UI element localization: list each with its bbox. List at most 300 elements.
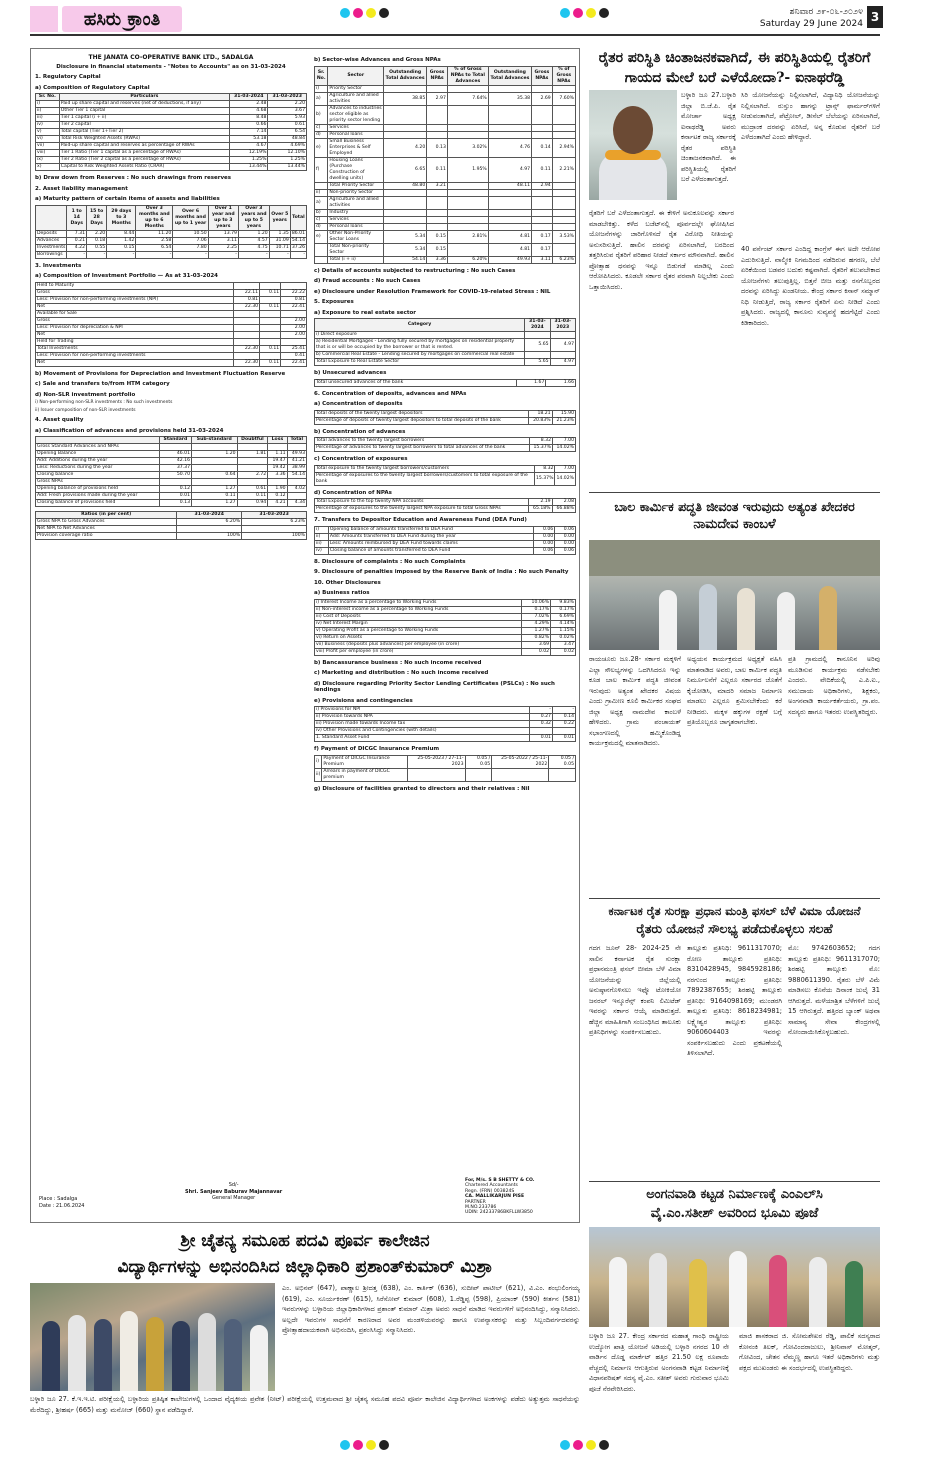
table-cell xyxy=(552,85,575,92)
table-cell: - xyxy=(529,707,552,714)
table-cell: Net NPA to Net Advances xyxy=(36,526,177,533)
table-cell: 2.20 xyxy=(268,101,307,108)
headline: ಕರ್ನಾಟಕ ರೈತ ಸುರಕ್ಷಾ ಪ್ರಧಾನ ಮಂತ್ರಿ ಫಸಲ್ ಬೆಳೆ ವಿಮಾ ಯೋಜನೆ xyxy=(608,904,861,918)
table-cell: 1.25% xyxy=(268,157,307,164)
table-row xyxy=(315,85,576,92)
table-cell: 48.80 xyxy=(384,182,427,189)
table-cell: 37.37 xyxy=(159,465,191,472)
table-cell: Opening Balance xyxy=(36,451,160,458)
headline: ಗಾಯದ ಮೇಲೆ ಬರೆ ಎಳೆಯೋದಾ?- ಐನಾಥರೆಡ್ಡಿ xyxy=(624,70,845,86)
table-cell: 1.27 xyxy=(192,486,238,493)
table-cell xyxy=(529,728,552,735)
auditor-line: Regn. (FRN) 003824S xyxy=(465,1188,515,1194)
table-cell: 3.53% xyxy=(552,230,575,243)
table-row xyxy=(315,472,576,485)
section-heading: a) Classification of advances and provisions held 31-03-2024 xyxy=(35,427,224,434)
table-cell: Total capital (Tier 1+Tier 2) xyxy=(59,129,229,136)
section-heading: b) Movement of Provisions for Depreciation and Investment Fluctuation Reserve xyxy=(35,370,286,377)
real-estate-table xyxy=(314,318,576,366)
table-cell: i) xyxy=(315,85,328,92)
table-cell: 0.22 xyxy=(552,721,575,728)
table-cell: 0.15 xyxy=(107,244,136,251)
table-cell: 49.93 xyxy=(287,451,306,458)
table-cell xyxy=(552,223,575,230)
magenta-dot xyxy=(573,1440,583,1450)
table-row xyxy=(315,196,576,209)
table-header-cell: 31-03-2024 xyxy=(525,319,550,332)
table-cell: 0.01 xyxy=(529,735,552,742)
story-body: ಗದಗ ಜೂನ್ 28- 2024-25 ನೇ ಸಾಲಿನ ಕರ್ನಾಟಕ ರೈತ ಸುರಕ್ಷಾ ಪ್ರಧಾನಮಂತ್ರಿ ಫಸಲ್ ಬೀಮಾ ಬೆಳೆ ವಿಮಾ ಯೋಜನೆಯನ್ನು ಜಿಲ್ಲೆಯಲ್ಲಿ ಅನುಷ್ಠಾನಗೊಳಿಸಲು ಇಫ್ಕೊ ಟೋಕಿಯೋ ಜನರಲ್ ಇನ್ಶೂರೆನ್ಸ್ ಕಂಪನಿ ಲಿಮಿಟೆಡ್ ಇವರನ್ನು ಸರ್ಕಾರ ಆಯ್ಕೆ ಮಾಡಿರುತ್ತದೆ. ಹೆಚ್ಚಿನ ಮಾಹಿತಿಗಾಗಿ ಸಂಬಂಧಿಸಿದ ತಾಲೂಕು ಪ್ರತಿನಿಧಿಗಳನ್ನು ಸಂಪರ್ಕಿಸಬಹುದು. xyxy=(589,944,681,1036)
table-cell: - xyxy=(136,251,173,258)
table-row xyxy=(36,500,307,507)
table-row xyxy=(315,189,576,196)
table-cell: 100% xyxy=(242,533,307,540)
table-cell: 0.01 xyxy=(552,735,575,742)
table-row xyxy=(315,499,576,506)
table-cell: 13.79 xyxy=(208,230,238,237)
table-header-cell: 31-03-2024 xyxy=(177,512,242,519)
table-cell xyxy=(260,310,281,317)
table-header-cell: Over 3 months and up to 6 Months xyxy=(136,205,173,230)
table-row xyxy=(36,444,307,451)
table-header-cell: % of Gross NPAs xyxy=(552,66,575,85)
story-body: ಬಳ್ಳಾರಿ ಜೂ 27.ಬಳ್ಳಾರಿ ಜಿಲ್ಲಾ ಬಿ.ಜೆ.ಪಿ. ರೈತ ಮೋರ್ಚಾ ಅಧ್ಯಕ್ಷ ಐನಾಥರೆಡ್ಡಿ ಅವರು ಕರ್ನಾಟಕ ರಾಜ್ಯ ಸರ್ಕಾರಕ್ಕೆ ರೈತರ ಪರಿಸ್ಥಿತಿ ಚಿಂತಾಜನಕವಾಗಿದೆ. ಈ ಪರಿಸ್ಥಿತಿಯಲ್ಲಿ ರೈತರಿಗೆ ಬರೆ ಎಳೆದಂತಾಗುತ್ತದೆ. xyxy=(681,91,736,183)
table-cell xyxy=(552,131,575,138)
table-cell xyxy=(260,282,281,289)
table-cell: 31.09 xyxy=(269,237,290,244)
maturity-table xyxy=(35,205,307,259)
table-cell: 49.93 xyxy=(488,256,531,263)
table-cell: Tier 2 capital xyxy=(59,122,229,129)
table-cell xyxy=(237,479,268,486)
table-row xyxy=(315,223,576,230)
table-cell: 1.95% xyxy=(447,157,488,182)
bank-name: THE JANATA CO-OPERATIVE BANK LTD., SADALGA xyxy=(88,54,254,61)
table-cell: 38.99 xyxy=(287,465,306,472)
table-cell xyxy=(427,124,448,131)
table-row xyxy=(315,648,576,655)
table-row xyxy=(36,157,307,164)
table-row xyxy=(315,506,576,513)
table-cell: 0.12 xyxy=(159,486,191,493)
table-cell xyxy=(550,352,575,359)
registration-marks-bottom-left xyxy=(340,1440,389,1450)
table-row xyxy=(315,707,576,714)
signatures xyxy=(35,1178,575,1218)
table-cell: 0.00 xyxy=(555,533,576,540)
table-row xyxy=(36,237,307,244)
table-header-row xyxy=(36,512,307,519)
table-cell xyxy=(427,196,448,209)
auditor-line: Chartered Accountants xyxy=(465,1183,518,1189)
table-cell: 3.11 xyxy=(532,256,553,263)
table-cell: i) Interest Income as a percentage to Working Funds xyxy=(315,599,522,606)
table-cell: Opening balance of amounts transferred to DEA Fund xyxy=(328,526,534,533)
table-header-cell: Outstanding Total Advances xyxy=(384,66,427,85)
table-cell: Net xyxy=(36,359,234,366)
table-header-cell: Gross NPAs xyxy=(427,66,448,85)
table-cell: 20.83% xyxy=(529,417,552,424)
table-cell: 1.20 xyxy=(192,451,238,458)
person-figure xyxy=(845,1261,863,1327)
table-row xyxy=(315,209,576,216)
table-row xyxy=(36,352,307,359)
section-heading: b) Draw down from Reserves : No such drawings from reserves xyxy=(35,175,232,181)
table-row xyxy=(315,438,576,445)
advance-concentration-table xyxy=(314,437,576,452)
table-cell: 22.11 xyxy=(234,289,260,296)
section-heading: b) Unsecured advances xyxy=(314,370,387,376)
table-cell xyxy=(234,282,260,289)
table-cell: 4.81 xyxy=(488,243,531,256)
table-cell xyxy=(465,768,492,781)
table-cell: v) Operating Profit as a percentage to Working Funds xyxy=(315,627,522,634)
table-row xyxy=(315,92,576,105)
table-cell: 0.06 xyxy=(534,547,555,554)
table-cell: 1.20 xyxy=(238,230,269,237)
masthead-accent xyxy=(30,6,58,32)
person-figure xyxy=(68,1315,86,1391)
table-header-cell: Over 6 months and up to 1 year xyxy=(173,205,208,230)
cyan-dot xyxy=(340,1440,350,1450)
table-cell: x) xyxy=(36,164,60,171)
table-cell: 3.47 xyxy=(551,641,576,648)
table-cell: Advances to industries sector eligible as priority sector lending xyxy=(329,105,382,123)
table-cell: 0.06 xyxy=(534,526,555,533)
manager-name: Shri. Sanjeev Baburav Majannavar xyxy=(185,1188,283,1195)
table-header-cell: 31-03-2023 xyxy=(242,512,307,519)
table-header-cell: Sr. No. xyxy=(36,94,60,101)
table-cell: 25.41 xyxy=(281,345,307,352)
table-cell: 3.67 xyxy=(268,108,307,115)
table-cell: 2.21% xyxy=(552,157,575,182)
table-row xyxy=(315,641,576,648)
table-cell: 4.29% xyxy=(522,620,551,627)
table-cell: Less: Provision for non-performing investments (NPI) xyxy=(36,296,234,303)
section-heading: d) Fraud accounts : No such Cases xyxy=(314,278,421,284)
table-cell: 1.35 xyxy=(269,230,290,237)
table-header-cell: Particulars xyxy=(59,94,229,101)
story-body: ಬಳ್ಳಾರಿ ಜೂ 27. ಕೇಂದ್ರ ಸರ್ಕಾರದ ಮಹಾತ್ಮ ಗಾಂಧಿ ರಾಷ್ಟ್ರೀಯ ಉದ್ಯೋಗ ಖಾತ್ರಿ ಯೋಜನೆ ಅಡಿಯಲ್ಲಿ ಬಳ್ಳಾರಿ ನಗರದ 10 ನೇ ವಾರ್ಡಿನ ದೊಡ್ಡ ಮಾರ್ಕೆಟ್ ಹತ್ತಿರ 21.50 ಲಕ್ಷ ರೂಪಾಯಿ ವೆಚ್ಚದಲ್ಲಿ ನಿರ್ಮಾಣ ಆಗುತ್ತಿರುವ ಅಂಗನವಾಡಿ ಕಟ್ಟಡ ನಿರ್ಮಾಣಕ್ಕೆ ವಿಧಾನಪರಿಷತ್ ಸದಸ್ಯ ವೈ.ಎಂ. ಸತೀಶ್ ಅವರು ಗುರುವಾರ ಭೂಮಿ ಪೂಜೆ ನೆರವೇರಿಸಿದರು. xyxy=(589,1332,729,1393)
table-cell: 5.65 xyxy=(525,339,550,352)
masthead-rule xyxy=(30,34,880,36)
table-cell: ii) xyxy=(36,108,60,115)
table-cell: 14.02% xyxy=(553,445,576,452)
table-header-cell: 15 to 28 Days xyxy=(87,205,107,230)
table-cell: 0.13 xyxy=(159,500,191,507)
table-cell: 1.90 xyxy=(268,486,287,493)
date: Date : 21.06.2024 xyxy=(39,1202,85,1209)
table-cell: Payment of DICGC Insurance Premium xyxy=(322,755,408,768)
table-header-cell: % of Gross NPAs to Total Advances xyxy=(447,66,488,85)
table-cell: 4.22 xyxy=(67,244,87,251)
auditor-line: M.NO.233786 xyxy=(465,1205,497,1211)
table-cell xyxy=(427,223,448,230)
table-cell: Total deposits of the twenty largest depositors xyxy=(315,410,529,417)
table-cell: iv) xyxy=(315,547,329,554)
table-header-cell: Sub-standard xyxy=(192,437,238,444)
table-cell: 66.88% xyxy=(552,506,575,513)
place: Place : Sadalga xyxy=(39,1196,78,1202)
table-row xyxy=(315,526,576,533)
table-cell: 0.13 xyxy=(427,138,448,157)
table-cell: 5.34 xyxy=(384,243,427,256)
table-cell: e) xyxy=(315,230,328,243)
table-cell: 54.14 xyxy=(287,472,306,479)
table-cell xyxy=(552,189,575,196)
table-cell: Services xyxy=(328,216,384,223)
story-child-labour xyxy=(589,498,880,893)
table-cell: Total Exposure to the top twenty NPA accounts xyxy=(315,499,529,506)
disclosure-right-column xyxy=(314,53,576,1218)
table-cell: 4.21 xyxy=(268,500,287,507)
table-cell: 8.48 xyxy=(229,115,268,122)
table-cell: 0.11 xyxy=(260,359,281,366)
page-number: 3 xyxy=(867,6,883,28)
yellow-dot xyxy=(586,1440,596,1450)
section-heading: a) Concentration of deposits xyxy=(314,401,403,407)
table-cell: 1.81 xyxy=(237,451,268,458)
table-row xyxy=(36,338,307,345)
disclosure-left-column xyxy=(35,53,307,1218)
person-figure xyxy=(777,592,795,650)
table-cell: c) xyxy=(315,124,328,131)
table-cell: 3.36 xyxy=(268,472,287,479)
table-cell: 0.17 xyxy=(532,230,553,243)
table-row xyxy=(36,296,307,303)
capital-table xyxy=(35,93,307,171)
table-cell xyxy=(287,493,306,500)
table-row xyxy=(36,345,307,352)
table-cell: - xyxy=(87,251,107,258)
table-cell xyxy=(447,124,488,131)
person-figure xyxy=(120,1311,138,1391)
registration-marks-left xyxy=(340,8,389,18)
table-cell: 0.06 xyxy=(555,526,576,533)
table-cell: ix) xyxy=(36,157,60,164)
manager-signature xyxy=(185,1182,282,1202)
table-cell: 4.97 xyxy=(550,339,575,352)
table-cell: Personal loans xyxy=(328,223,384,230)
table-cell xyxy=(384,85,427,92)
table-cell: 10.71 xyxy=(269,244,290,251)
npa-ratios-table xyxy=(35,511,307,540)
table-cell: 0.82% xyxy=(522,634,551,641)
table-row xyxy=(36,317,307,324)
table-cell: 2.94% xyxy=(552,138,575,157)
person-figure xyxy=(699,584,717,650)
table-cell xyxy=(234,310,260,317)
table-cell xyxy=(447,216,488,223)
table-cell: Borrowings xyxy=(36,251,67,258)
table-row xyxy=(36,244,307,251)
section-heading: g) Disclosure of facilities granted to directors and their relatives : Nil xyxy=(314,785,530,792)
table-cell: 0.05 / 0.05 xyxy=(465,755,492,768)
person-figure xyxy=(729,1251,747,1327)
table-cell: 7.00 xyxy=(553,438,576,445)
table-cell: Total unsecured advances of the bank xyxy=(315,379,517,386)
section-heading: a) Maturity pattern of certain items of assets and liabilities xyxy=(35,196,220,202)
cyan-dot xyxy=(560,1440,570,1450)
table-row xyxy=(36,331,307,338)
table-cell xyxy=(237,465,268,472)
table-cell: Total Risk Weighted Assets (RWAs) xyxy=(59,136,229,143)
section-heading: d) Concentration of NPAs xyxy=(314,489,392,496)
table-cell xyxy=(550,332,575,339)
table-cell: 100% xyxy=(177,533,242,540)
table-cell: Investments xyxy=(37,244,66,250)
headline: ನಾಮದೇವ ಕಾಂಬಳೆ xyxy=(693,517,776,532)
table-cell: b) xyxy=(315,209,328,216)
table-cell: 2.19 xyxy=(529,499,552,506)
table-cell: Closing balance of amounts transferred to DEA Fund xyxy=(328,547,534,554)
table-cell: Other Non-Priority Sector Loans xyxy=(328,230,384,243)
auditor-line: PARTNER xyxy=(465,1199,486,1205)
table-row xyxy=(36,115,307,122)
magenta-dot xyxy=(573,8,583,18)
table-cell: - xyxy=(107,251,136,258)
person-figure xyxy=(819,586,837,650)
table-row xyxy=(36,310,307,317)
section-heading: 6. Concentration of deposits, advances and NPAs xyxy=(314,390,467,397)
table-cell: 41.21 xyxy=(287,458,306,465)
table-row xyxy=(36,359,307,366)
table-cell xyxy=(492,768,549,781)
table-cell: i) xyxy=(36,101,60,108)
table-cell: 12.19% xyxy=(229,150,268,157)
table-cell: Total Exposure to Real Estate Sector xyxy=(315,359,525,366)
table-row xyxy=(315,124,576,131)
story-body: ಬಳ್ಳಾರಿ ಜೂ 27. ಕೆ.ಇ.ಇ.ಟಿ. ಪರೀಕ್ಷೆಯಲ್ಲಿ ಬಳ್ಳಾರಿಯ ಪ್ರತಿಷ್ಠಿತ ಕಾಲೇಜುಗಳಲ್ಲಿ ಒಂದಾದ ವೈದ್ಯಕೀಯ ಪ್ರವೇಶ (ನೀಟ್) ಪರೀಕ್ಷೆಯಲ್ಲಿ ಉತ್ತಮವಾದ ಶ್ರೀ ಚೈತನ್ಯ ಸಮೂಹ ಪದವಿ ಪೂರ್ವ ಕಾಲೇಜಿನ ವಿದ್ಯಾರ್ಥಿಗಳಾದ ಅಂಕಗಳನ್ನು ಪಡೆದು ಅತ್ಯುತ್ತಮ ಸಾಧನೆಯನ್ನು ಮೆರೆದಿದ್ದು, ಶ್ರೀಹರ್ಷ (665) ಮತ್ತು ಮನೋಜ್ (660) ಸ್ಥಾನ ಪಡೆದಿದ್ದಾರೆ. xyxy=(30,1395,580,1414)
table-cell: Arrears in payment of DICGC premium xyxy=(322,768,408,781)
table-row xyxy=(315,755,576,768)
table-cell: 1.11 xyxy=(268,451,287,458)
divider xyxy=(589,492,880,493)
person-figure xyxy=(689,1259,707,1327)
black-dot xyxy=(379,8,389,18)
table-cell: ii) xyxy=(315,533,329,540)
table-cell xyxy=(447,243,488,256)
table-cell xyxy=(234,331,260,338)
story-body: ಅಧ್ಯಯನ ಕಾರ್ಯಕ್ರಮದ ಅಧ್ಯಕ್ಷತೆ ವಹಿಸಿ ಮಾತನಾಡಿದ ಅವರು, ಬಾಲ ಕಾರ್ಮಿಕ ಪದ್ಧತಿ ನಿರ್ಮೂಲನೆಗೆ ಎಲ್ಲರೂ ಸರ್ಕಾರದ ಜೊತೆಗೆ ಕೈಜೋಡಿಸಿ, ಮಾದರಿ ಸಮಾಜ ನಿರ್ಮಾಣ ಮಾಡಲು ಎಲ್ಲರೂ ಶ್ರಮಿಸಬೇಕೆಂದು ಕರೆ ನೀಡಿದರು. ಮಕ್ಕಳ ಹಕ್ಕುಗಳ ರಕ್ಷಣೆ ಬಗ್ಗೆ ಪ್ರತಿಯೊಬ್ಬರೂ ಜಾಗೃತರಾಗಬೇಕು. xyxy=(687,655,782,726)
table-cell xyxy=(192,479,238,486)
section-heading: a) Composition of Regulatory Capital xyxy=(35,84,150,91)
person-figure xyxy=(809,1257,827,1327)
table-row xyxy=(315,256,576,263)
table-cell: - xyxy=(67,251,87,258)
table-cell: 0.11 xyxy=(237,493,268,500)
table-row xyxy=(315,714,576,721)
table-cell: 0.14 xyxy=(532,138,553,157)
story-body: ತಾಲ್ಲೂಕು ಪ್ರತಿನಿಧಿ: 9611317070; ರೋಣ ತಾಲ್ಲೂಕು ಪ್ರತಿನಿಧಿ: 8310428945, 9845928186; ನರಗುಂದ ತಾಲ್ಲೂಕು ಪ್ರತಿನಿಧಿ: 7892387655; ಶಿರಹಟ್ಟಿ ತಾಲ್ಲೂಕು ಪ್ರತಿನಿಧಿ: 9164098169; ಮುಂಡರಗಿ ತಾಲ್ಲೂಕು ಪ್ರತಿನಿಧಿ: 8618234981; ಲಕ್ಷ್ಮೇಶ್ವರ ತಾಲ್ಲೂಕು ಪ್ರತಿನಿಧಿ: 9060604403 ಇವರನ್ನು ಸಂಪರ್ಕಿಸಬಹುದು ಎಂದು ಪ್ರಕಟಣೆಯಲ್ಲಿ ತಿಳಿಸಲಾಗಿದೆ. xyxy=(687,944,782,1057)
table-cell: Percentage of exposures to the twenty largest borrowers/customers to total exposure of the bank xyxy=(315,472,535,485)
table-cell xyxy=(532,196,553,209)
table-cell xyxy=(552,124,575,131)
table-cell: 2.81% xyxy=(447,230,488,243)
table-row xyxy=(315,728,576,735)
magenta-dot xyxy=(353,1440,363,1450)
table-cell: 9.83% xyxy=(551,599,576,606)
sign-text: Sd/- xyxy=(228,1182,239,1188)
table-cell: 7.80 xyxy=(173,244,208,251)
table-cell: 0.41 xyxy=(281,352,307,359)
bank-disclosure-ad xyxy=(30,48,580,1223)
table-cell: 3.11 xyxy=(208,237,238,244)
table-cell xyxy=(408,768,465,781)
story-body: 40 ಪರ್ಸೆಂಟ್ ಸರ್ಕಾರ ಎಂದಿದ್ದ ಕಾಂಗ್ರೆಸ್ ಈಗ ಅದೇ ಆರೋಪ ಎದುರಿಸುತ್ತಿದೆ. ವಾಲ್ಮೀಕಿ ನಿಗಮದಿಂದ ನಡೆದಿರುವ ಹಗರಣ, ಬೆಲೆ ಏರಿಕೆಯಿಂದ ಬಡವರ ಬದುಕು ಕಷ್ಟವಾಗಿದೆ. ರೈತರಿಗೆ ತಲುಪಬೇಕಾದ ಯೋಜನೆಗಳು ತಲುಪುತ್ತಿಲ್ಲ. ಬಿತ್ತನೆ ಬೀಜ ಮತ್ತು ರಸಗೊಬ್ಬರದ ದರವನ್ನು ಏರಿಸಿದ್ದು ಖಂಡನೀಯ. ಕೇಂದ್ರ ಸರ್ಕಾರ ಕಿಸಾನ್ ಸಮ್ಮಾನ್ ನಿಧಿ ನೀಡುತ್ತಿದೆ, ರಾಜ್ಯ ಸರ್ಕಾರ ರೈತರಿಗೆ ಏನು ನೀಡಿದೆ ಎಂದು ಪ್ರಶ್ನಿಸಿದರು. ರಾಜ್ಯದಲ್ಲಿ ಕಾನೂನು ಸುವ್ಯವಸ್ಥೆ ಹದಗೆಟ್ಟಿದೆ ಎಂದು ಕಿಡಿಕಾರಿದರು. xyxy=(741,245,880,327)
table-cell xyxy=(287,444,306,451)
person-figure xyxy=(609,1257,627,1327)
table-row xyxy=(36,479,307,486)
table-cell: 2.00 xyxy=(281,331,307,338)
table-cell: Held for Trading xyxy=(36,338,234,345)
table-cell: i) Provisions for NPI xyxy=(315,707,530,714)
table-cell xyxy=(532,209,553,216)
table-cell: ii) xyxy=(315,189,328,196)
section-heading: 4. Asset quality xyxy=(35,417,84,424)
headline: ರೈತರ ಪರಿಸ್ಥಿತಿ ಚಿಂತಾಜನಕವಾಗಿದೆ, ಈ ಪರಿಸ್ಥಿತಿಯಲ್ಲಿ ರೈತರಿಗೆ xyxy=(598,50,871,66)
table-row xyxy=(36,289,307,296)
table-cell: 22.41 xyxy=(281,303,307,310)
table-row xyxy=(36,533,307,540)
table-cell: 6.54 xyxy=(136,244,173,251)
table-row xyxy=(315,533,576,540)
section-heading: 2. Asset liability management xyxy=(35,185,128,192)
table-cell: 19.42 xyxy=(268,465,287,472)
table-cell xyxy=(287,479,306,486)
table-row xyxy=(36,303,307,310)
table-cell xyxy=(427,189,448,196)
table-cell: Closing balance of provisions held xyxy=(36,500,160,507)
unsecured-table xyxy=(314,379,576,387)
section-heading: 7. Transfers to Depositor Education and Awareness Fund (DEA Fund) xyxy=(314,517,527,523)
table-row xyxy=(315,182,576,189)
table-row xyxy=(315,735,576,742)
table-cell xyxy=(260,338,281,345)
table-cell: 7.31 xyxy=(67,230,87,237)
headline: ಅಂಗನವಾಡಿ ಕಟ್ಟಡ ನಿರ್ಮಾಣಕ್ಕೆ ಎಂಎಲ್‌ಸಿ xyxy=(646,1187,823,1202)
table-cell: Net xyxy=(36,303,234,310)
table-cell: Less: Amounts reimbursed by DEA Fund towards claims xyxy=(328,540,534,547)
table-row xyxy=(315,157,576,182)
table-cell: d) xyxy=(315,223,328,230)
table-cell: - xyxy=(269,251,290,258)
table-cell xyxy=(552,243,575,256)
table-cell: 7.60% xyxy=(552,92,575,105)
note-text: ii) Issuer composition of non-SLR investments xyxy=(35,407,136,413)
table-cell: 1.42 xyxy=(107,237,136,244)
table-cell: 5.93 xyxy=(268,115,307,122)
table-cell: 0.15 xyxy=(427,243,448,256)
table-cell: i) xyxy=(315,526,329,533)
table-cell: 0.21 xyxy=(67,237,87,244)
table-row xyxy=(36,526,307,533)
table-cell: Closing balance xyxy=(36,472,160,479)
story-body: ರೈತರಿಗೆ ಬರೆ ಎಳೆದಂತಾಗುತ್ತದೆ. ಈ ಕೇಳಿಗೆ ಅನುಕೂಲವನ್ನು ಸರ್ಕಾರ ಮಾಡಬೇಕಿತ್ತು. ಕಳೆದ ಬಜೆಟ್‌ನಲ್ಲಿ ಪೂರ್ವದಲ್ಲೇ ಘೋಷಿಸಿದ ಯೋಜನೆಗಳನ್ನು ಜಾರಿಗೊಳಿಸದೆ ರೈತ ವಿರೋಧಿ ನೀತಿಯನ್ನು ಅನುಸರಿಸುತ್ತಿದೆ. ಹಾಲಿನ ದರವನ್ನು ಏರಿಸಲಾಗಿದೆ, ಬರದಿಂದ ತತ್ತರಿಸಿರುವ ರೈತರಿಗೆ ಪರಿಹಾರ ನೀಡದೆ ಸರ್ಕಾರ ಮೌನವಾಗಿದೆ. ಹಾಲಿನ ಪ್ರೋತ್ಸಾಹ ಧನವನ್ನು ಇನ್ನೂ ಬಿಡುಗಡೆ ಮಾಡಿಲ್ಲ ಎಂದು ಆರೋಪಿಸಿದರು. ಕೂಡಲೇ ಸರ್ಕಾರ ರೈತರ ಪರವಾಗಿ ನಿಲ್ಲಬೇಕು ಎಂದು ಒತ್ತಾಯಿಸಿದರು. xyxy=(589,209,734,291)
table-cell: 2.97 xyxy=(427,92,448,105)
table-row xyxy=(36,101,307,108)
table-cell: 4.34 xyxy=(287,500,306,507)
headline: ರೈತರು ಯೋಜನೆ ಸೌಲಭ್ಯ ಪಡೆದುಕೊಳ್ಳಲು ಸಲಹೆ xyxy=(636,921,833,936)
table-cell xyxy=(384,223,427,230)
table-cell: Add: Fresh provisions made during the year xyxy=(36,493,160,500)
table-cell xyxy=(234,317,260,324)
table-cell: 37.26 xyxy=(291,244,305,250)
table-row xyxy=(315,417,576,424)
table-cell: 0.02 xyxy=(522,648,551,655)
table-cell xyxy=(532,216,553,223)
table-cell xyxy=(242,526,307,533)
